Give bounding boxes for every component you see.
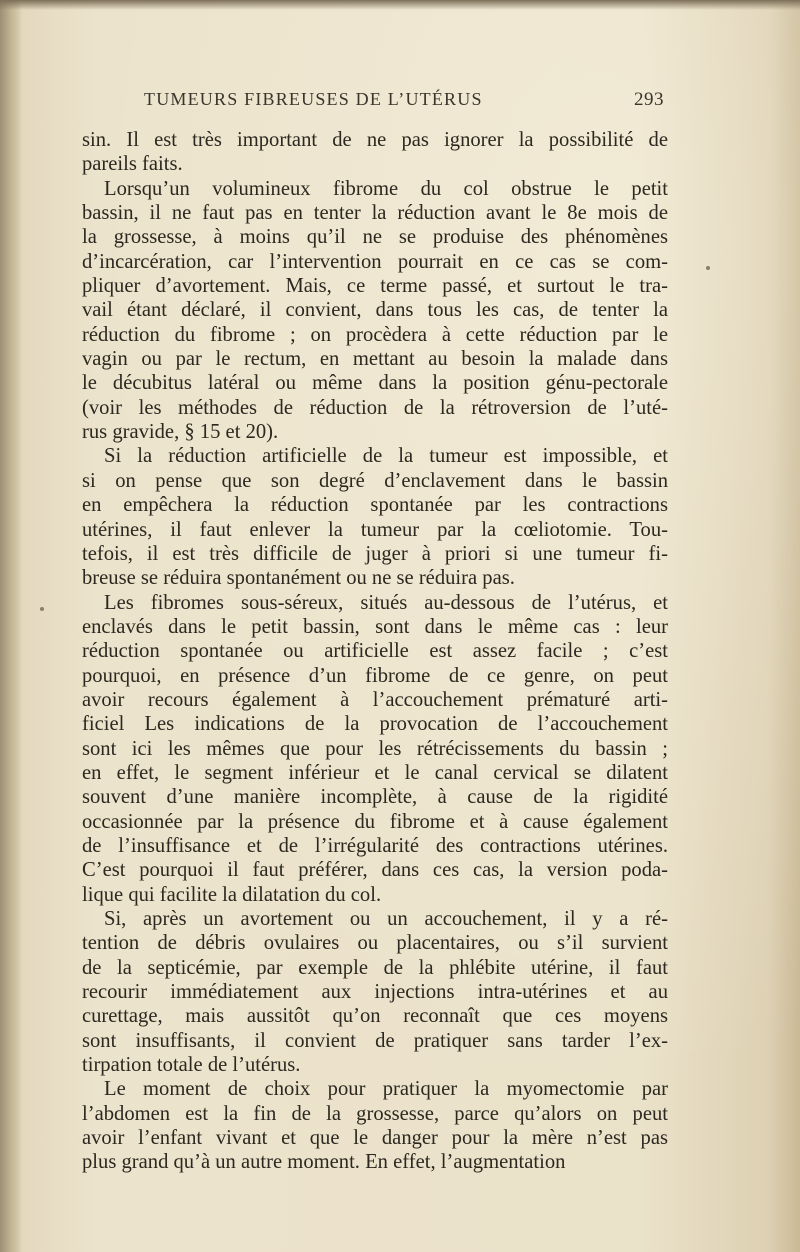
body-text: [82, 128, 668, 1175]
margin-speck: [40, 607, 44, 611]
text-line: sin. Il est très important de ne pas ignorer la possibilité de: [82, 129, 668, 151]
text-line: enclavés dans le petit bassin, sont dans le même cas : leur: [82, 615, 668, 638]
text-line: avoir recours également à l’accouchement prématuré arti-: [82, 688, 668, 711]
text-line: souvent d’une manière incomplète, à cause de la rigidité: [82, 786, 668, 809]
paragraph: [82, 128, 668, 177]
text-line: lique qui facilite la dilatation du col.: [82, 883, 382, 906]
text-line: avoir l’enfant vivant et que le danger pour la mère n’est pas: [82, 1127, 668, 1150]
text-line: vail étant déclaré, il convient, dans tous les cas, de tenter la: [82, 299, 668, 322]
text-line: Le moment de choix pour pratiquer la myomectomie par: [104, 1078, 668, 1101]
page-number: 293: [634, 89, 664, 110]
text-line: tirpation totale de l’utérus.: [82, 1054, 301, 1077]
text-line: vagin ou par le rectum, en mettant au besoin la malade dans: [82, 348, 668, 371]
text-line: le décubitus latéral ou même dans la position génu-pectorale: [82, 372, 668, 395]
text-line: sont insuffisants, il convient de pratiquer sans tarder l’ex-: [82, 1029, 668, 1052]
text-line: bassin, il ne faut pas en tenter la réduction avant le 8e mois de: [82, 202, 668, 225]
text-line: tefois, il est très difficile de juger à priori si une tumeur fi-: [82, 542, 668, 565]
text-line: de l’insuffisance et de l’irrégularité des contractions utérines.: [82, 834, 668, 857]
text-line: plus grand qu’à un autre moment. En effet, l’augmentation: [82, 1151, 566, 1174]
page-top-edge: [0, 0, 800, 10]
text-line: Si, après un avortement ou un accouchement, il y a ré-: [104, 908, 668, 930]
paragraph: [82, 444, 668, 590]
text-line: tention de débris ovulaires ou placentaires, ou s’il survient: [82, 932, 668, 955]
text-line: (voir les méthodes de réduction de la rétroversion de l’uté-: [82, 396, 668, 419]
paragraph: [82, 1077, 668, 1174]
text-line: réduction spontanée ou artificielle est assez facile ; c’est: [82, 640, 668, 663]
text-line: si on pense que son degré d’enclavement dans le bassin: [82, 469, 668, 492]
paragraph: [82, 591, 668, 907]
text-line: l’abdomen est la fin de la grossesse, parce qu’alors on peut: [82, 1102, 668, 1125]
text-line: la grossesse, à moins qu’il ne se produise des phénomènes: [82, 226, 668, 249]
text-line: pliquer d’avortement. Mais, ce terme passé, et surtout le tra-: [82, 275, 668, 298]
running-header: [144, 89, 664, 113]
text-line: pareils faits.: [82, 153, 183, 176]
text-line: d’incarcération, car l’intervention pourrait en ce cas se com-: [82, 250, 668, 273]
margin-speck: [706, 266, 710, 270]
text-line: breuse se réduira spontanément ou ne se réduira pas.: [82, 567, 515, 590]
text-line: Lorsqu’un volumineux fibrome du col obstrue le petit: [104, 177, 668, 200]
text-line: curettage, mais aussitôt qu’on reconnaît que ces moyens: [82, 1005, 668, 1028]
text-line: en empêchera la réduction spontanée par les contractions: [82, 494, 668, 517]
text-line: occasionnée par la présence du fibrome et à cause également: [82, 810, 668, 833]
text-line: pourquoi, en présence d’un fibrome de ce genre, on peut: [82, 664, 668, 687]
binding-shadow: [0, 0, 22, 1252]
running-title: TUMEURS FIBREUSES DE L’UTÉRUS: [144, 89, 483, 109]
text-line: Si la réduction artificielle de la tumeur est impossible, et: [104, 445, 668, 468]
text-line: de la septicémie, par exemple de la phlébite utérine, il faut: [82, 956, 668, 979]
text-line: en effet, le segment inférieur et le canal cervical se dilatent: [82, 761, 668, 784]
text-line: rus gravide, § 15 et 20).: [82, 421, 279, 444]
text-line: Les fibromes sous-séreux, situés au-dessous de l’utérus, et: [104, 591, 668, 614]
paragraph: [82, 177, 668, 445]
text-line: utérines, il faut enlever la tumeur par la cœliotomie. Tou-: [82, 518, 668, 541]
text-line: sont ici les mêmes que pour les rétrécissements du bassin ;: [82, 737, 668, 760]
text-line: C’est pourquoi il faut préférer, dans ces cas, la version poda-: [82, 859, 668, 882]
text-line: ficiel Les indications de la provocation de l’accouchement: [82, 713, 668, 736]
paragraph: [82, 907, 668, 1077]
text-line: recourir immédiatement aux injections intra-utérines et au: [82, 981, 668, 1004]
text-line: réduction du fibrome ; on procèdera à cette réduction par le: [82, 323, 668, 346]
